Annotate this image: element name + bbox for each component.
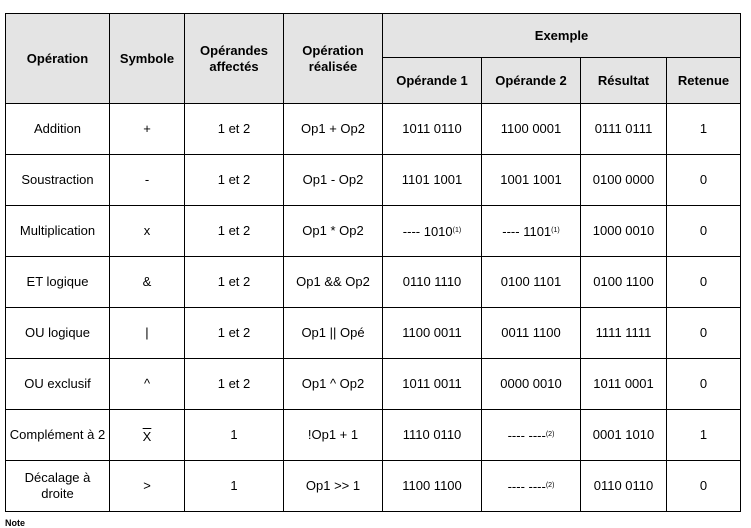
cell-op1: 1011 0011 [383,359,482,410]
header-operandes: Opérandes affectés [185,14,284,104]
header-retenue: Retenue [667,58,741,104]
cell-operandes: 1 et 2 [185,257,284,308]
table-row [6,461,741,512]
cell-op2: 1001 1001 [482,155,581,206]
cell-op2: 0100 1101 [482,257,581,308]
cell-retenue: 0 [667,257,741,308]
cell-symbole-value: $\overline{X}$ [142,429,152,444]
cell-resultat: 0001 1010 [581,410,667,461]
cell-symbole: ^ [110,359,185,410]
cell-op1: 1100 1100 [383,461,482,512]
operations-table [5,13,741,512]
cell-resultat: 0100 1100 [581,257,667,308]
cell-retenue: 1 [667,104,741,155]
header-operation: Opération [6,14,110,104]
cell-resultat: 0100 0000 [581,155,667,206]
cell-op1-value: ---- 1010 [402,223,453,239]
cell-op1: 1101 1001 [383,155,482,206]
cell-retenue: 0 [667,461,741,512]
table-row [6,410,741,461]
cell-operandes: 1 et 2 [185,359,284,410]
table-row [6,104,741,155]
footnote-mark: (1) [551,226,560,234]
header-op2: Opérande 2 [482,58,581,104]
cell-symbole: + [110,104,185,155]
cell-operandes: 1 [185,461,284,512]
footnote-mark: (2) [545,430,555,438]
footnote-mark: (2) [545,481,555,489]
cell-op1: 1011 0110 [383,104,482,155]
header-realisee: Opération réalisée [284,14,383,104]
cell-symbole: > [110,461,185,512]
cell-op2 [482,206,581,257]
cell-retenue: 0 [667,308,741,359]
cell-realisee: !Op1 + 1 [284,410,383,461]
footer-note: Note [5,518,25,528]
cell-op2-value: ---- ---- [507,427,546,443]
table-row [6,206,741,257]
cell-operandes: 1 [185,410,284,461]
table-row [6,155,741,206]
cell-resultat: 1000 0010 [581,206,667,257]
cell-resultat: 1011 0001 [581,359,667,410]
header-row-1 [6,14,741,58]
table-row [6,257,741,308]
cell-op2-value: ---- 1101 [502,223,552,239]
table-row [6,308,741,359]
header-op1: Opérande 1 [383,58,482,104]
cell-op2-value: ---- ---- [507,478,546,494]
cell-resultat: 0110 0110 [581,461,667,512]
cell-retenue: 0 [667,359,741,410]
cell-op1 [383,206,482,257]
cell-retenue: 1 [667,410,741,461]
header-exemple: Exemple [383,14,741,58]
cell-resultat: 0111 0111 [581,104,667,155]
cell-symbole: - [110,155,185,206]
cell-realisee: Op1 + Op2 [284,104,383,155]
cell-operation: Soustraction [6,155,110,206]
table-row [6,359,741,410]
cell-op2: 1100 0001 [482,104,581,155]
cell-op2: 0000 0010 [482,359,581,410]
cell-realisee: Op1 - Op2 [284,155,383,206]
cell-operandes: 1 et 2 [185,308,284,359]
cell-symbole: x [110,206,185,257]
cell-op1: 1110 0110 [383,410,482,461]
cell-resultat: 1111 1111 [581,308,667,359]
cell-operation: OU logique [6,308,110,359]
cell-operandes: 1 et 2 [185,155,284,206]
cell-symbole: | [110,308,185,359]
footnote-mark: (1) [452,226,462,234]
cell-retenue: 0 [667,206,741,257]
cell-retenue: 0 [667,155,741,206]
cell-op1: 1100 0011 [383,308,482,359]
cell-realisee: Op1 >> 1 [284,461,383,512]
cell-operation: ET logique [6,257,110,308]
cell-operation: Complément à 2 [6,410,110,461]
cell-operation: Addition [6,104,110,155]
cell-op2 [482,410,581,461]
cell-op2: 0011 1100 [482,308,581,359]
cell-operation: Décalage à droite [6,461,110,512]
cell-realisee: Op1 && Op2 [284,257,383,308]
cell-operation: OU exclusif [6,359,110,410]
cell-realisee: Op1 * Op2 [284,206,383,257]
cell-operation: Multiplication [6,206,110,257]
header-resultat: Résultat [581,58,667,104]
header-symbole: Symbole [110,14,185,104]
cell-operandes: 1 et 2 [185,104,284,155]
cell-symbole [110,410,185,461]
cell-symbole: & [110,257,185,308]
cell-realisee: Op1 ^ Op2 [284,359,383,410]
cell-op2 [482,461,581,512]
cell-operandes: 1 et 2 [185,206,284,257]
cell-realisee: Op1 || Opé [284,308,383,359]
cell-op1: 0110 1110 [383,257,482,308]
